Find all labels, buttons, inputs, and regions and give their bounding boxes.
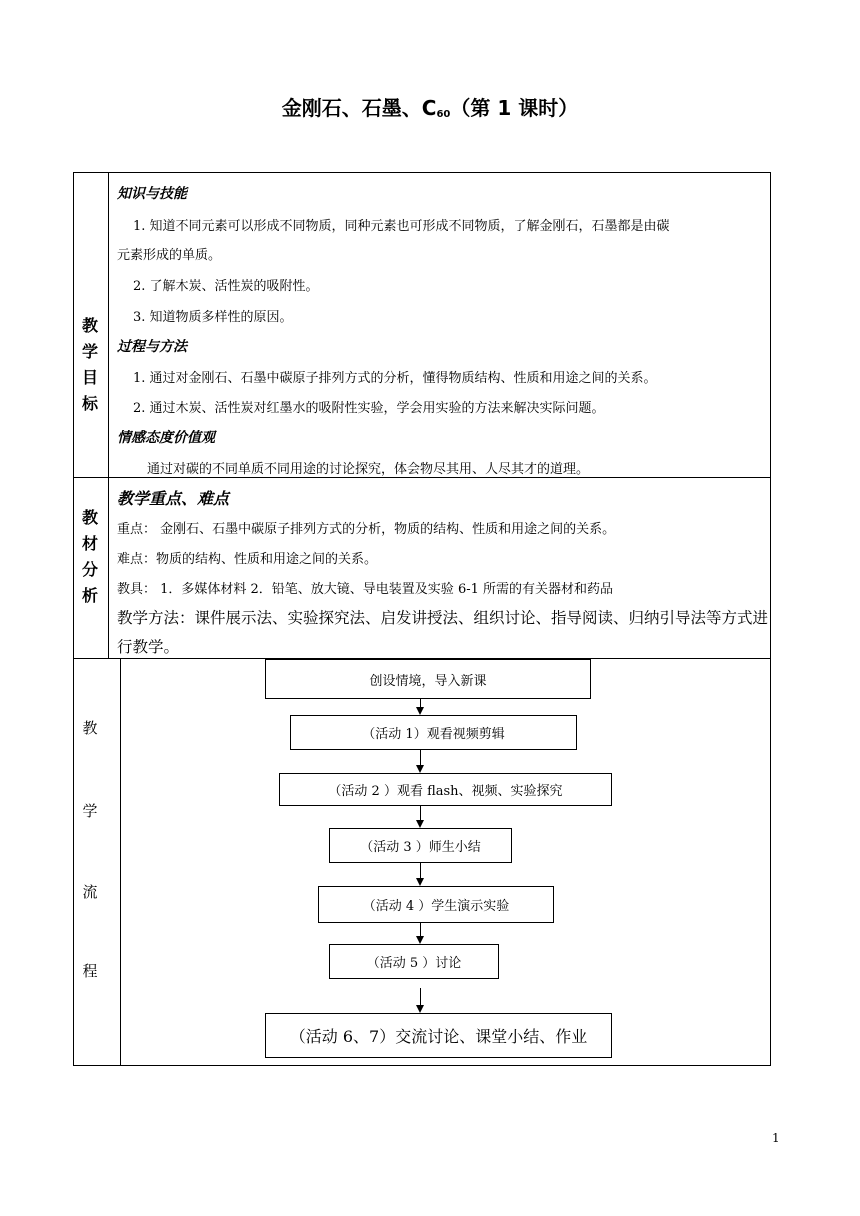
flow-arrow-line [420,923,421,936]
flow-arrow-head [416,1005,424,1013]
heading-attitude-values: 情感态度价值观 [117,430,215,446]
section-label-teaching-flow-4: 程 [82,962,98,980]
objective-line: 2. 通过木炭、活性炭对红墨水的吸附性实验，学会用实验的方法来解决实际问题。 [133,401,605,416]
objective-line: 1. 知道不同元素可以形成不同物质，同种元素也可形成不同物质，了解金刚石，石墨都是由碳 [133,219,670,234]
section-label-objectives: 教 学 目 标 [81,316,98,413]
flow-arrow-line [420,863,421,878]
column-divider-bottom [120,658,121,1066]
page-number: 1 [772,1131,780,1145]
heading-process-method: 过程与方法 [117,339,187,355]
analysis-line: 教具： 1．多媒体材料 2．铅笔、放大镜、导电装置及实验 6-1 所需的有关器材和药品 [117,582,614,597]
table-border-left [73,172,74,1066]
table-divider-1 [73,477,771,478]
flow-arrow-head [416,878,424,886]
flow-arrow-line [420,988,421,1005]
objective-line: 1. 通过对金刚石、石墨中碳原子排列方式的分析，懂得物质结构、性质和用途之间的关系。 [133,371,657,386]
flow-step-activity-6-7: （活动 6、7）交流讨论、课堂小结、作业 [265,1013,612,1058]
flow-step-activity-4: （活动 4 ）学生演示实验 [318,886,554,923]
section-label-teaching-flow-2: 学 [82,802,98,820]
flow-step-activity-1: （活动 1）观看视频剪辑 [290,715,577,750]
flow-step-activity-2: （活动 2 ）观看 flash、视频、实验探究 [279,773,612,806]
objective-line: 2. 了解木炭、活性炭的吸附性。 [133,279,319,294]
analysis-line: 教学方法：课件展示法、实验探究法、启发讲授法、组织讨论、指导阅读、归纳引导法等方式进 [117,609,769,627]
analysis-line: 难点：物质的结构、性质和用途之间的关系。 [117,552,378,567]
flow-arrow-head [416,936,424,944]
objective-line: 元素形成的单质。 [117,248,222,263]
flow-arrow-line [420,699,421,707]
table-border-bottom [73,1065,771,1066]
objective-line: 通过对碳的不同单质不同用途的讨论探究，体会物尽其用、人尽其才的道理。 [147,462,590,477]
section-label-teaching-flow-1: 教 [82,719,98,737]
heading-knowledge-skills: 知识与技能 [117,186,187,202]
heading-key-points: 教学重点、难点 [117,489,230,508]
table-border-right [770,172,771,1066]
flow-step-intro: 创设情境，导入新课 [265,659,591,699]
objective-line: 3. 知道物质多样性的原因。 [133,310,293,325]
flow-arrow-line [420,750,421,765]
flow-arrow-line [420,806,421,820]
table-border-top [73,172,771,173]
analysis-line: 行教学。 [117,638,180,656]
flow-arrow-head [416,707,424,715]
flow-step-activity-3: （活动 3 ）师生小结 [329,828,512,863]
section-label-teaching-flow-3: 流 [82,883,98,901]
analysis-line: 重点： 金刚石、石墨中碳原子排列方式的分析，物质的结构、性质和用途之间的关系。 [117,522,616,537]
column-divider-top [108,172,109,659]
page-title: 金刚石、石墨、$C_{60}$（第 1 课时） [281,96,579,120]
flow-arrow-head [416,765,424,773]
flow-arrow-head [416,820,424,828]
flow-step-activity-5: （活动 5 ）讨论 [329,944,499,979]
section-label-material-analysis: 教 材 分 析 [81,508,98,605]
